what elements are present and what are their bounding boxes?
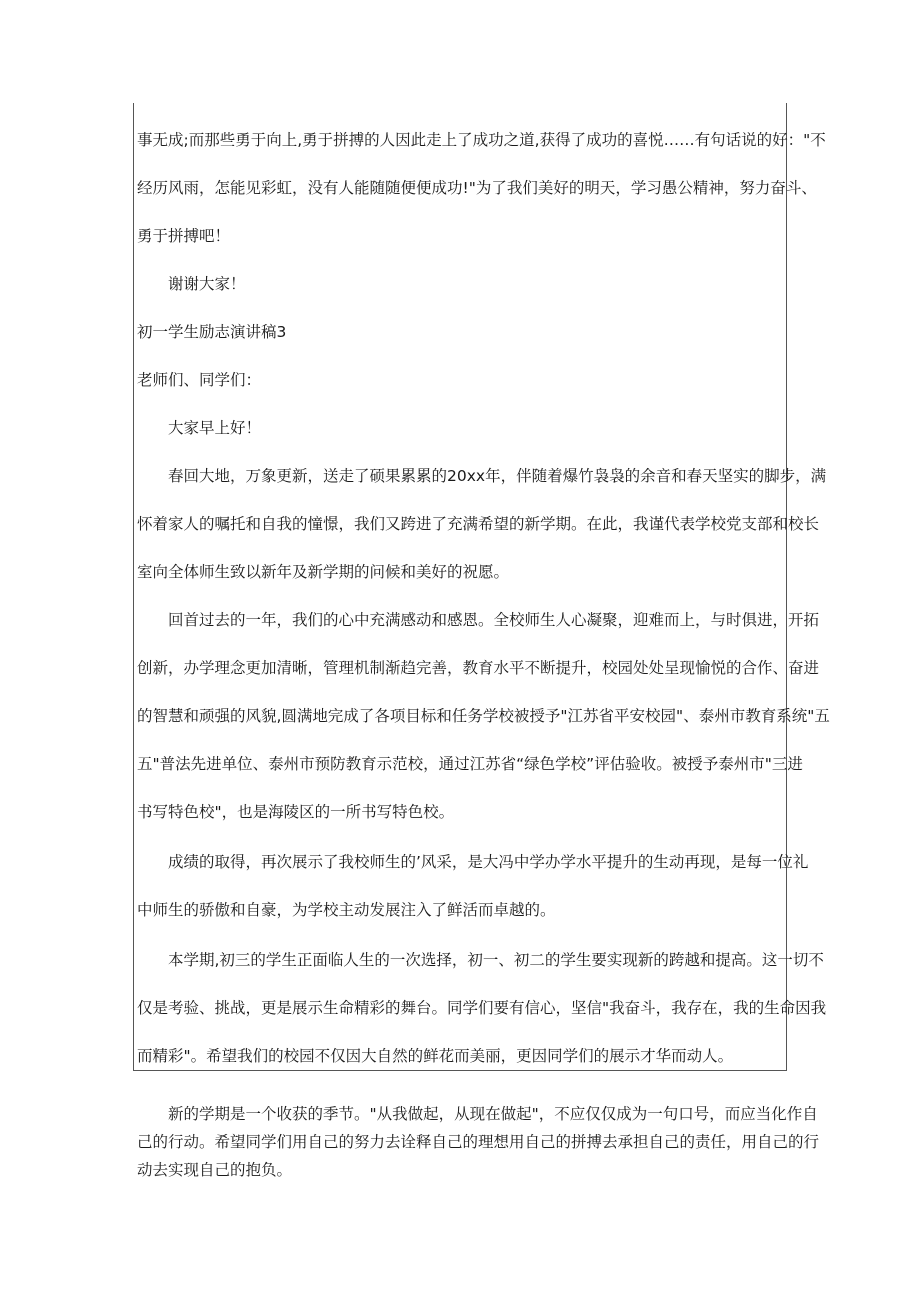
text-line: 回首过去的一年，我们的心中充满感动和感恩。全校师生人心凝聚，迎难而上，与时俱进，开拓 [168, 611, 820, 629]
closing-thanks: 谢谢大家！ [168, 275, 246, 293]
text-line: 室向全体师生致以新年及新学期的问候和美好的祝愿。 [137, 563, 510, 581]
text-line: 中师生的骄傲和自豪，为学校主动发展注入了鲜活而卓越的。 [137, 901, 556, 919]
text-line: 仅是考验、挑战，更是展示生命精彩的舞台。同学们要有信心，坚信"我奋斗，我存在，我的生命因我 [137, 999, 827, 1017]
text-line: 创新，办学理念更加清晰，管理机制渐趋完善，教育水平不断提升，校园处处呈现愉悦的合作、奋进 [137, 659, 820, 677]
text-line: 新的学期是一个收获的季节。"从我做起，从现在做起"，不应仅仅成为一句口号，而应当化作自 [168, 1105, 818, 1123]
text-line: 五"普法先进单位、泰州市预防教育示范校，通过江苏省“绿色学校”评估验收。被授予泰州市"三进 [137, 755, 803, 773]
section-title: 初一学生励志演讲稿3 [137, 323, 287, 341]
text-line: 的智慧和顽强的风貌,圆满地完成了各项目标和任务学校被授予"江苏省平安校园"、泰州市教育系统"五 [137, 707, 830, 725]
text-line: 事无成;而那些勇于向上,勇于拼搏的人因此走上了成功之道,获得了成功的喜悦……有句话说的好："不 [137, 131, 826, 149]
text-line: 怀着家人的嘱托和自我的憧憬，我们又跨进了充满希望的新学期。在此，我谨代表学校党支部和校长 [137, 515, 820, 533]
text-line: 动去实现自己的抱负。 [137, 1161, 293, 1179]
text-line: 己的行动。希望同学们用自己的努力去诠释自己的理想用自己的拼搏去承担自己的责任，用自己的行 [137, 1133, 820, 1151]
text-line: 而精彩"。希望我们的校园不仅因大自然的鲜花而美丽，更因同学们的展示才华而动人。 [137, 1047, 734, 1065]
salutation: 老师们、同学们： [137, 371, 262, 389]
text-line: 勇于拼搏吧！ [137, 227, 231, 245]
text-line: 书写特色校"，也是海陵区的一所书写特色校。 [137, 803, 455, 821]
text-line: 春回大地，万象更新，送走了硕果累累的20xx年，伴随着爆竹袅袅的余音和春天坚实的脚步，满 [168, 467, 827, 485]
text-line: 本学期,初三的学生正面临人生的一次选择，初一、初二的学生要实现新的跨越和提高。这一切不 [168, 951, 824, 969]
bordered-text-frame [133, 103, 830, 1071]
text-line: 经历风雨，怎能见彩虹，没有人能随随便便成功!"为了我们美好的明天，学习愚公精神，努力奋斗、 [137, 179, 817, 197]
greeting: 大家早上好！ [168, 419, 262, 437]
text-line: 成绩的取得，再次展示了我校师生的’风采，是大冯中学办学水平提升的生动再现，是每一位礼 [168, 853, 809, 871]
